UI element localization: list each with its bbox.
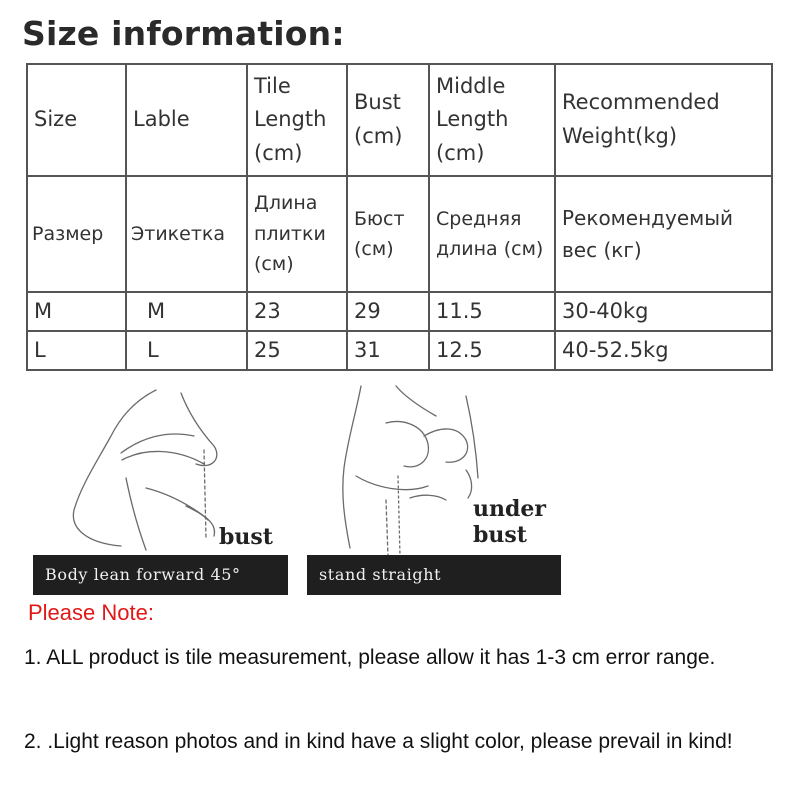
header-cell: Бюст (см) xyxy=(347,176,429,292)
table-cell: 30-40kg xyxy=(555,292,772,331)
table-cell: 40-52.5kg xyxy=(555,331,772,370)
stand-straight-caption: stand straight xyxy=(307,555,561,595)
header-cell: Bust (cm) xyxy=(347,64,429,176)
table-cell: 12.5 xyxy=(429,331,555,370)
header-cell: Middle Length (cm) xyxy=(429,64,555,176)
table-header-row-english xyxy=(27,64,772,176)
note-line-2: 2. .Light reason photos and in kind have a slight color, please prevail in kind! xyxy=(24,730,733,753)
header-cell: Этикетка xyxy=(126,176,247,292)
table-cell: 29 xyxy=(347,292,429,331)
table-row xyxy=(27,331,772,370)
note-line-1: 1. ALL product is tile measurement, please allow it has 1-3 cm error range. xyxy=(24,646,716,669)
page-title: Size information: xyxy=(22,14,345,53)
table-cell: 25 xyxy=(247,331,347,370)
header-cell: Длина плитки (см) xyxy=(247,176,347,292)
table-header-row-russian xyxy=(27,176,772,292)
header-cell: Lable xyxy=(126,64,247,176)
header-cell: Рекомендуемый вес (кг) xyxy=(555,176,772,292)
table-cell: 11.5 xyxy=(429,292,555,331)
table-cell: L xyxy=(126,331,247,370)
header-cell: Размер xyxy=(27,176,126,292)
table-cell: M xyxy=(126,292,247,331)
header-cell: Size xyxy=(27,64,126,176)
lean-forward-figure xyxy=(73,390,216,550)
table-cell: L xyxy=(27,331,126,370)
table-cell: 31 xyxy=(347,331,429,370)
stand-straight-figure xyxy=(343,386,478,556)
under-bust-label: under bust xyxy=(473,496,546,549)
table-cell: 23 xyxy=(247,292,347,331)
header-cell: Средняя длина (см) xyxy=(429,176,555,292)
bust-label: bust xyxy=(219,524,273,550)
note-title: Please Note: xyxy=(28,600,154,625)
table-cell: M xyxy=(27,292,126,331)
header-cell: Recommended Weight(kg) xyxy=(555,64,772,176)
size-table xyxy=(26,63,773,371)
table-row xyxy=(27,292,772,331)
lean-forward-caption: Body lean forward 45° xyxy=(33,555,288,595)
header-cell: Tile Length (cm) xyxy=(247,64,347,176)
